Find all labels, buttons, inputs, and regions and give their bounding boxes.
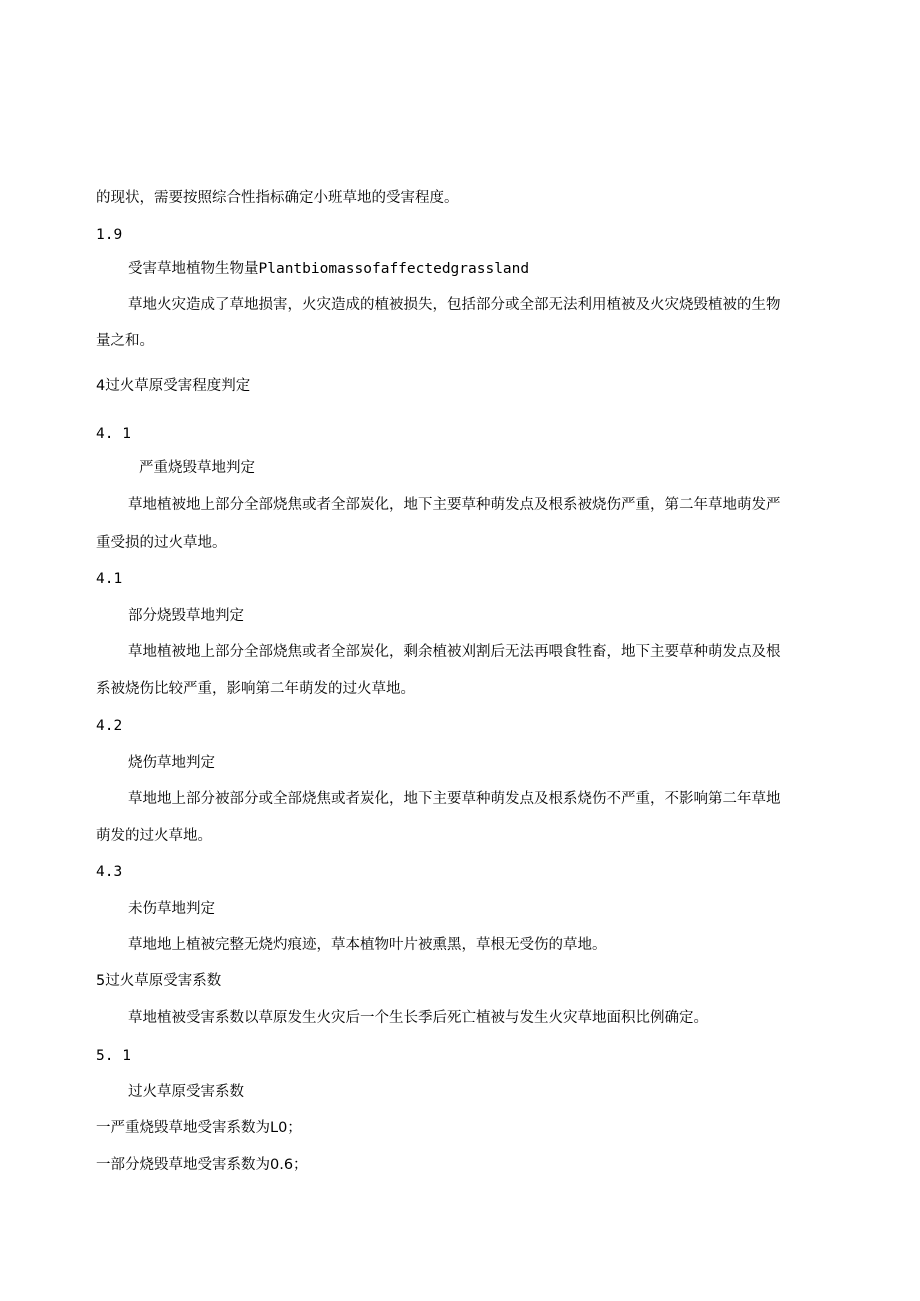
paragraph-text: 草地植被地上部分全部烧焦或者全部炭化，地下主要草种萌发点及根系被烧伤严重，第二年草地萌发严 bbox=[128, 497, 781, 513]
subsection-title: 未伤草地判定 bbox=[128, 901, 215, 917]
subsection-title: 严重烧毁草地判定 bbox=[139, 460, 255, 476]
section-number: 5. 1 bbox=[96, 1048, 131, 1064]
paragraph-continuation: 的现状，需要按照综合性指标确定小班草地的受害程度。 bbox=[96, 190, 459, 206]
paragraph-text: 草地地上植被完整无烧灼痕迹，草本植物叶片被熏黑，草根无受伤的草地。 bbox=[128, 937, 607, 953]
section-number: 4.3 bbox=[96, 864, 123, 880]
paragraph-text: 草地火灾造成了草地损害，火灾造成的植被损失，包括部分或全部无法利用植被及火灾烧毁植被的生物 bbox=[128, 297, 781, 313]
paragraph-text: 草地地上部分被部分或全部烧焦或者炭化，地下主要草种萌发点及根系烧伤不严重，不影响第二年草地 bbox=[128, 791, 781, 807]
paragraph-text: 量之和。 bbox=[96, 333, 154, 349]
paragraph-text: 草地植被受害系数以草原发生火灾后一个生长季后死亡植被与发生火灾草地面积比例确定。 bbox=[128, 1010, 708, 1026]
list-item: 一部分烧毁草地受害系数为0.6； bbox=[96, 1157, 308, 1173]
list-item: 一严重烧毁草地受害系数为L0； bbox=[96, 1120, 302, 1136]
subsection-title: 过火草原受害系数 bbox=[128, 1084, 244, 1100]
paragraph-text: 萌发的过火草地。 bbox=[96, 828, 212, 844]
term-title bbox=[128, 259, 529, 279]
subsection-title: 部分烧毁草地判定 bbox=[128, 608, 244, 624]
paragraph-text: 重受损的过火草地。 bbox=[96, 535, 227, 551]
subsection-title: 烧伤草地判定 bbox=[128, 755, 215, 771]
term-title-zh: 受害草地植物生物量 bbox=[128, 261, 259, 277]
section-number: 4.2 bbox=[96, 718, 123, 734]
paragraph-text: 草地植被地上部分全部烧焦或者全部炭化，剩余植被刈割后无法再喂食牲畜，地下主要草种萌发点及根 bbox=[128, 644, 781, 660]
section-number: 1.9 bbox=[96, 227, 123, 243]
paragraph-text: 系被烧伤比较严重，影响第二年萌发的过火草地。 bbox=[96, 681, 415, 697]
section-number: 4. 1 bbox=[96, 426, 131, 442]
section-heading: 4过火草原受害程度判定 bbox=[96, 378, 251, 394]
section-number: 4.1 bbox=[96, 571, 123, 587]
term-title-en: Plantbiomassofaffectedgrassland bbox=[258, 261, 530, 277]
section-heading: 5过火草原受害系数 bbox=[96, 973, 222, 989]
